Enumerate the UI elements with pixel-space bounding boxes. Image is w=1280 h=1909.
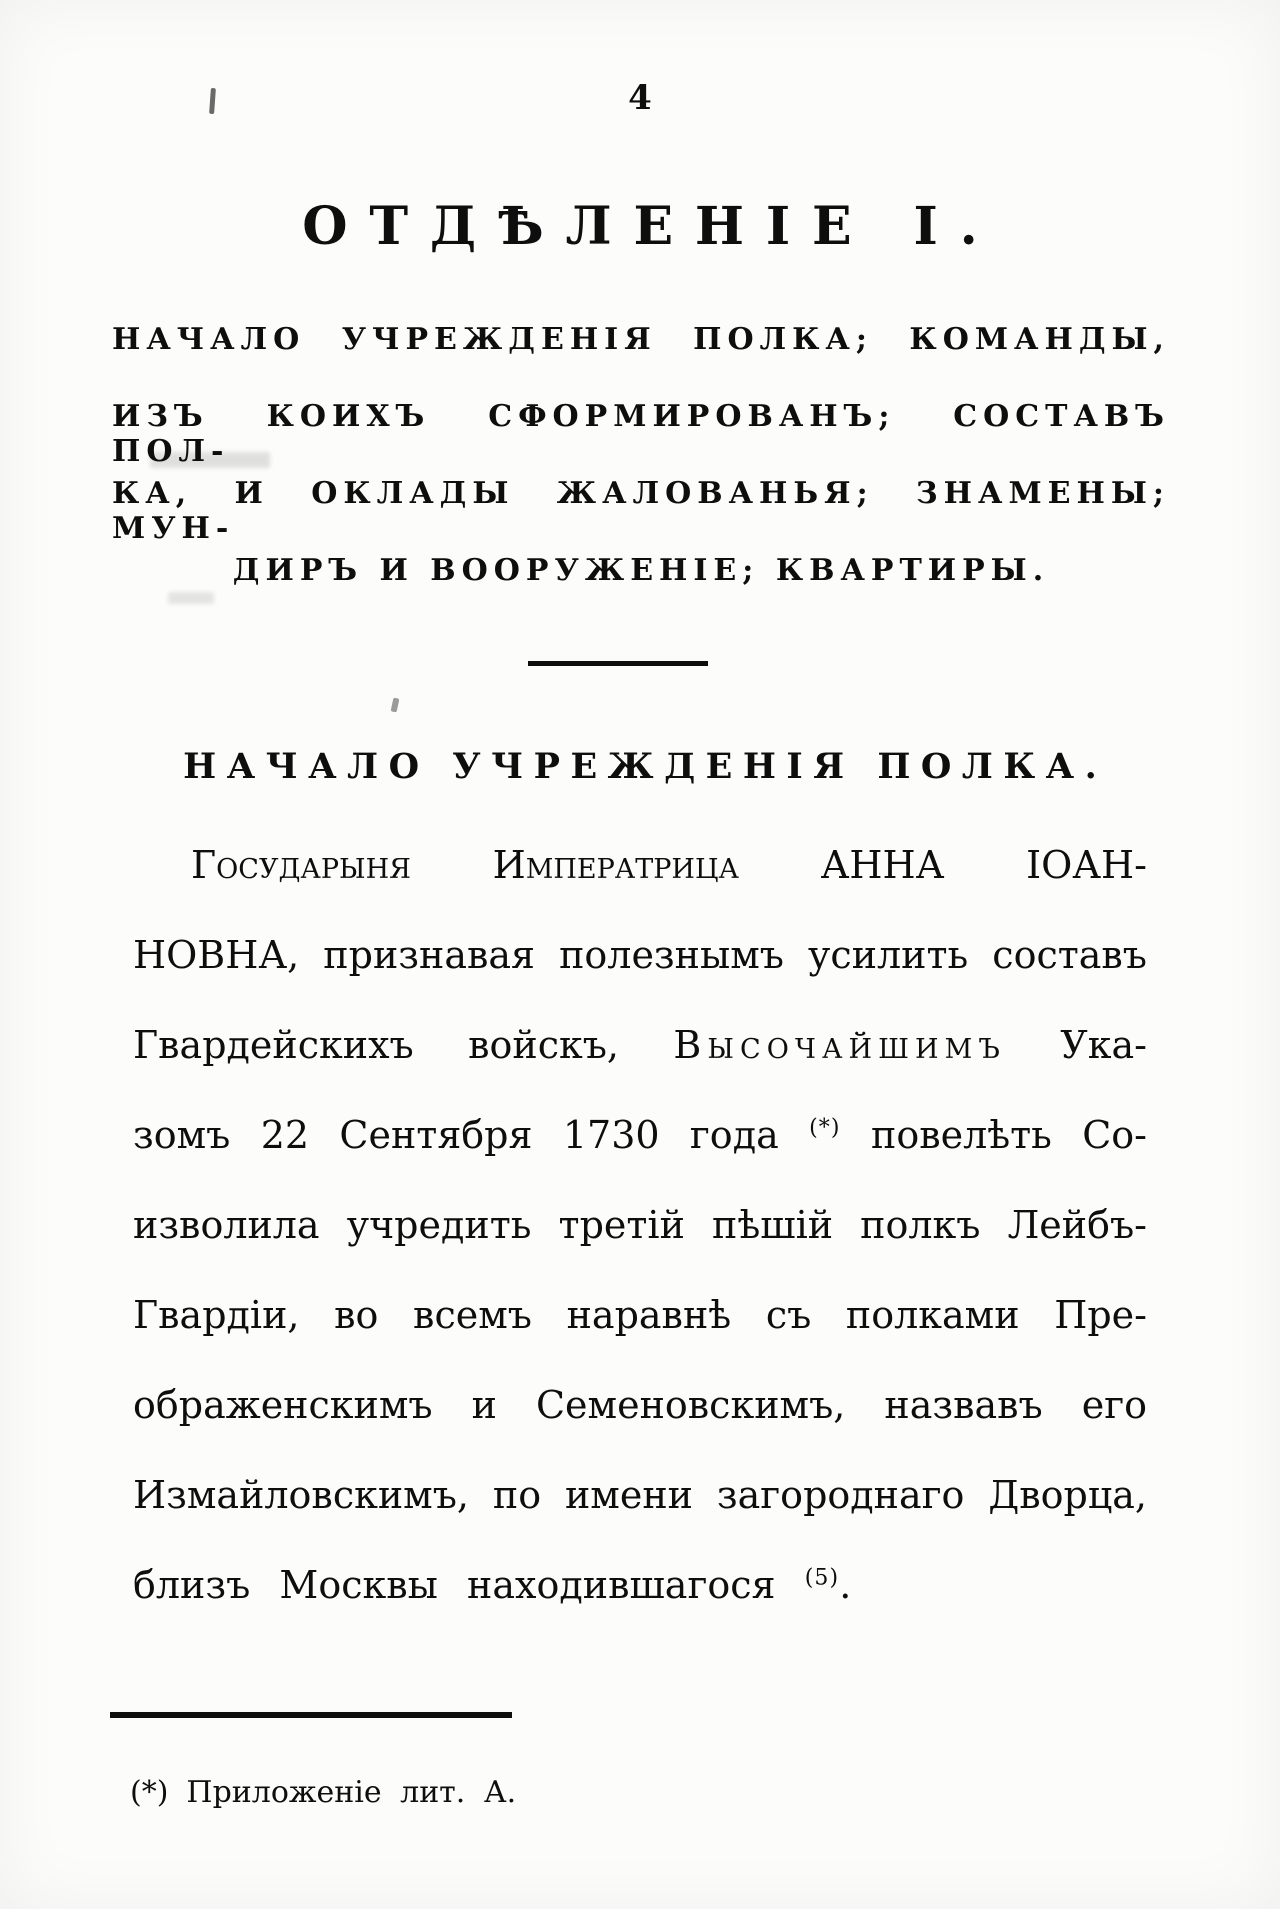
footnote-reference: (*)	[809, 1115, 841, 1141]
text-segment: изволила учредить третій пѣшій полкъ Лейбъ-	[133, 1203, 1147, 1247]
text-segment: Измайловскимъ, по имени загороднаго Дворца,	[133, 1473, 1147, 1517]
text-segment: Гвардейскихъ войскъ,	[133, 1023, 674, 1067]
paragraph-line	[133, 1540, 1147, 1630]
text-segment: АННА ІОАН-	[738, 843, 1147, 887]
footnote-text: Приложеніе лит. А.	[186, 1775, 517, 1810]
chapter-summary	[112, 322, 1170, 630]
chapter-summary-line: КА, И ОКЛАДЫ ЖАЛОВАНЬЯ; ЗНАМЕНЫ; МУН-	[112, 476, 1170, 546]
paragraph-line	[133, 910, 1147, 1000]
text-segment: Ука-	[1005, 1023, 1147, 1067]
footnote-marker: (*)	[130, 1775, 169, 1810]
paragraph-line	[133, 1000, 1147, 1090]
paragraph-line	[133, 1090, 1147, 1180]
text-segment: близъ Москвы находившагося	[133, 1563, 805, 1607]
subsection-heading: НАЧАЛО УЧРЕЖДЕНІЯ ПОЛКА.	[183, 746, 1108, 787]
text-segment: Гвардіи, во всемъ наравнѣ съ полками Пре-	[133, 1293, 1147, 1337]
chapter-summary-line: ИЗЪ КОИХЪ СФОРМИРОВАНЪ; СОСТАВЪ ПОЛ-	[112, 399, 1170, 469]
footnote-reference: (5)	[804, 1565, 840, 1591]
section-title: ОТДѢЛЕНІЕ I.	[302, 196, 1000, 257]
text-segment: Государыня Императрица	[191, 843, 739, 887]
chapter-summary-line: НАЧАЛО УЧРЕЖДЕНІЯ ПОЛКА; КОМАНДЫ,	[112, 322, 1170, 357]
text-segment: повелѣть Со-	[840, 1113, 1147, 1157]
footnote	[130, 1775, 516, 1810]
text-segment: зомъ 22 Сентября 1730 года	[133, 1113, 810, 1157]
paragraph-line	[133, 1270, 1147, 1360]
footnote-divider-rule	[110, 1712, 512, 1718]
paragraph-line	[133, 1360, 1147, 1450]
paragraph-line	[133, 1180, 1147, 1270]
text-segment: НОВНА, признавая полезнымъ усилить составъ	[133, 933, 1147, 977]
page-number: 4	[628, 78, 652, 118]
paragraph-line	[133, 1450, 1147, 1540]
text-segment: .	[839, 1563, 852, 1607]
text-segment: ображенскимъ и Семеновскимъ, назвавъ его	[133, 1383, 1147, 1427]
body-paragraph	[133, 820, 1147, 1630]
paragraph-line	[133, 820, 1147, 910]
text-segment: Высочайшимъ	[673, 1023, 1006, 1067]
scan-artifact	[391, 698, 400, 713]
section-divider-rule	[528, 661, 708, 666]
chapter-summary-line: ДИРЪ И ВООРУЖЕНІЕ; КВАРТИРЫ.	[232, 553, 1050, 588]
